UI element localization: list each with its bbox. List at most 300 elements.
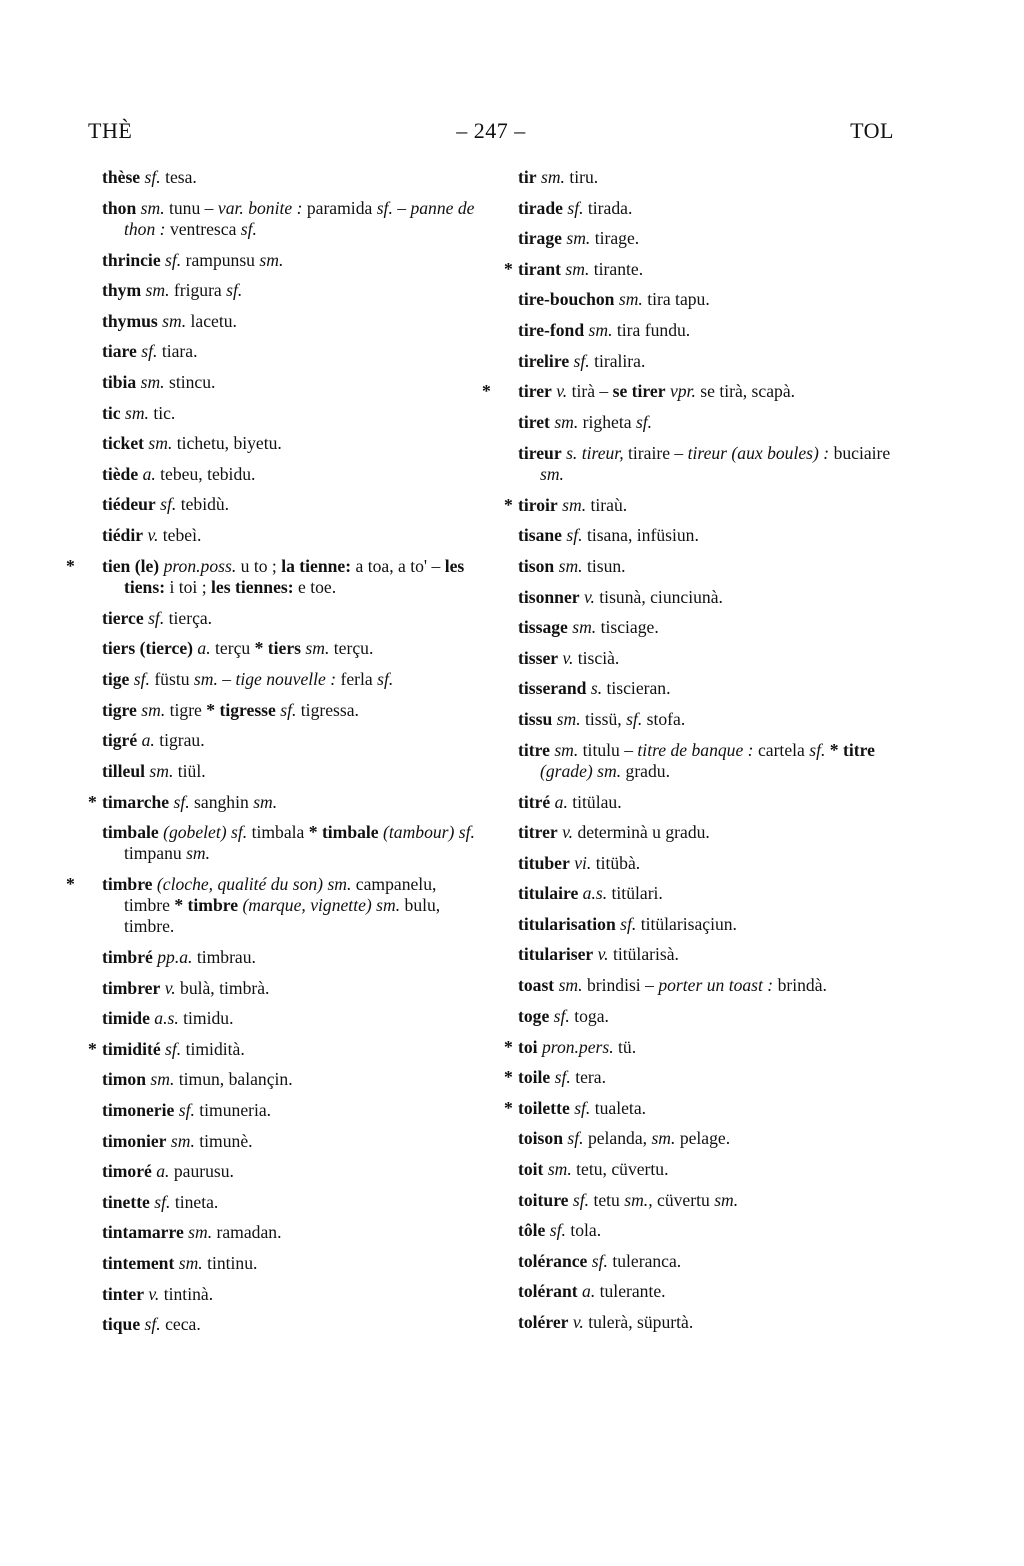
grammar-tag: sf. — [620, 913, 637, 934]
translation: determinà u gradu. — [577, 822, 710, 843]
grammar-tag: a. — [142, 463, 156, 484]
translation: tiscieran. — [606, 678, 671, 699]
asterisk-mark: * — [88, 791, 97, 812]
dictionary-entry — [518, 520, 896, 551]
translation: tiül. — [177, 760, 206, 781]
headword: tic — [102, 402, 121, 423]
grammar-tag: sm. — [566, 228, 591, 249]
headword: tire-bouchon — [518, 289, 615, 310]
translation: tiraire – — [628, 442, 684, 463]
translation: gradu. — [625, 760, 670, 781]
headword: titrer — [518, 822, 558, 843]
headword: ticket — [102, 433, 145, 454]
grammar-tag: sm. — [162, 310, 187, 331]
dictionary-entry — [518, 1246, 896, 1277]
translation: titülau. — [572, 791, 622, 812]
translation: ferla — [340, 668, 373, 689]
grammar-tag: sf. — [377, 668, 394, 689]
translation: tintinu. — [207, 1253, 258, 1274]
grammar-tag: a. — [582, 1281, 596, 1302]
dictionary-entry — [102, 489, 482, 520]
headword: toi — [518, 1036, 538, 1057]
headword: timbale — [102, 822, 159, 843]
dictionary-entry — [102, 162, 482, 193]
translation: tigressa. — [300, 699, 359, 720]
dictionary-entry — [518, 1123, 896, 1154]
headword: tison — [518, 555, 555, 576]
headword: tilleul — [102, 760, 146, 781]
grammar-tag: sm. — [305, 638, 330, 659]
translation: timun, balançin. — [178, 1069, 293, 1090]
grammar-tag: sm. — [178, 1253, 203, 1274]
grammar-tag: a.s. — [154, 1008, 179, 1029]
dictionary-entry — [102, 1217, 482, 1248]
headword: thrincie — [102, 249, 161, 270]
translation: tirante. — [593, 258, 644, 279]
dictionary-entry — [102, 725, 482, 756]
translation: tic. — [153, 402, 176, 423]
translation: tulerà, süpurtà. — [588, 1312, 694, 1332]
headword: tôle — [518, 1220, 546, 1241]
headword: tisser — [518, 647, 559, 668]
dictionary-entry — [102, 275, 482, 306]
grammar-tag: sf. — [226, 280, 243, 301]
translation: titübà. — [595, 852, 641, 873]
translation: tetu — [593, 1189, 620, 1210]
dictionary-entry — [518, 1307, 896, 1338]
grammar-tag: v. — [562, 647, 574, 668]
translation: frigura — [173, 280, 222, 301]
grammar-tag: sm. — [253, 791, 278, 812]
headword: tiret — [518, 412, 550, 433]
grammar-tag: v. — [572, 1312, 584, 1332]
translation: bulà, timbrà. — [180, 977, 270, 998]
dictionary-entry — [102, 603, 482, 634]
dictionary-entry — [102, 1309, 482, 1340]
grammar-tag: sm. — [556, 708, 581, 729]
translation: stofa. — [646, 708, 686, 729]
headword: thym — [102, 280, 142, 301]
grammar-tag: v. — [148, 1283, 160, 1304]
dictionary-entry — [518, 223, 896, 254]
headword: tinette — [102, 1191, 150, 1212]
phrase: (tambour) — [383, 822, 455, 843]
grammar-tag: vpr. — [669, 381, 696, 402]
asterisk-mark: * — [254, 638, 264, 659]
headword: toile — [518, 1067, 551, 1088]
grammar-tag: sf. — [567, 1128, 584, 1149]
dictionary-entry — [88, 1034, 482, 1065]
dictionary-entry — [102, 756, 482, 787]
dictionary-entry — [102, 1126, 482, 1157]
translation: tulerante. — [599, 1281, 666, 1302]
grammar-tag: s. — [566, 442, 578, 463]
grammar-tag: sf. — [809, 739, 826, 760]
translation: tiru. — [569, 167, 599, 187]
dictionary-entry — [518, 878, 896, 909]
phrase: var. bonite : — [217, 197, 303, 218]
grammar-tag: sf. — [148, 607, 165, 628]
phrase: porter un toast : — [658, 975, 774, 996]
dictionary-entry — [102, 664, 482, 695]
translation: tichetu, biyetu. — [176, 433, 282, 454]
headword: tigre — [102, 699, 137, 720]
grammar-tag: sm. — [597, 760, 622, 781]
translation: tiralira. — [594, 350, 646, 371]
translation: paramida — [306, 197, 373, 218]
grammar-tag: v. — [147, 524, 159, 545]
grammar-tag: sm. — [140, 197, 165, 218]
translation: cartela — [757, 739, 805, 760]
dictionary-entry — [102, 817, 482, 869]
dictionary-entry — [518, 939, 896, 970]
dictionary-entry — [518, 817, 896, 848]
grammar-tag: sf. — [144, 1314, 161, 1335]
translation: timpanu — [124, 843, 182, 864]
headword: tolérer — [518, 1312, 569, 1332]
translation: pelage. — [679, 1128, 731, 1149]
translation: tiraù. — [590, 494, 628, 515]
grammar-tag: sm. — [572, 617, 597, 638]
sub-headword: tiers — [267, 638, 302, 659]
translation: rampunsu — [185, 249, 255, 270]
translation: terçu — [215, 638, 251, 659]
translation: tierça. — [168, 607, 213, 628]
dictionary-entry — [102, 1003, 482, 1034]
headword: tige — [102, 668, 130, 689]
dictionary-entry — [102, 1156, 482, 1187]
translation: timbrau. — [196, 947, 256, 968]
dictionary-entry — [102, 633, 482, 664]
sub-headword: timbre — [187, 895, 239, 916]
translation: se tirà, scapà. — [700, 381, 796, 402]
asterisk-mark: * — [504, 1097, 513, 1118]
translation: toga. — [574, 1006, 609, 1027]
grammar-tag: sm. — [376, 895, 401, 916]
grammar-tag: sm. — [186, 843, 211, 864]
grammar-tag: sm. — [547, 1159, 572, 1180]
sub-headword: les tiens: — [124, 555, 465, 597]
asterisk-mark: * — [504, 1036, 513, 1057]
dictionary-entry — [504, 1062, 896, 1093]
translation: tola. — [570, 1220, 602, 1241]
translation: titulu – — [582, 739, 634, 760]
dictionary-entry — [102, 1064, 482, 1095]
dictionary-entry — [518, 735, 896, 787]
grammar-tag: sf. — [173, 791, 190, 812]
translation: pelanda, — [587, 1128, 648, 1149]
grammar-tag: sm. — [540, 167, 565, 187]
translation: e toe. — [298, 576, 337, 597]
headword: tinter — [102, 1283, 145, 1304]
translation: tiara. — [161, 341, 198, 362]
grammar-tag: sm. — [554, 739, 579, 760]
headword: titulariser — [518, 944, 594, 965]
grammar-tag: sf. — [165, 1038, 182, 1059]
headword: timidité — [102, 1038, 161, 1059]
grammar-tag: s. — [590, 678, 603, 699]
headword: tirant — [518, 258, 561, 279]
headword: timarche — [102, 791, 170, 812]
translation: tintinà. — [163, 1283, 214, 1304]
translation: i toi ; — [169, 576, 207, 597]
header-last-word: TOL — [850, 118, 894, 143]
headword: thèse — [102, 167, 141, 187]
grammar-tag: sf. — [280, 699, 297, 720]
sub-headword: la tienne: — [281, 555, 352, 576]
grammar-tag: pron.pers. — [541, 1036, 614, 1057]
page-number: – 247 – — [456, 118, 526, 143]
dictionary-entry — [102, 367, 482, 398]
translation: tisana, infüsiun. — [586, 525, 699, 546]
dictionary-entry — [518, 970, 896, 1001]
phrase: panne de thon : — [124, 197, 475, 239]
grammar-tag: sf. — [635, 412, 653, 433]
headword: titré — [518, 791, 551, 812]
grammar-tag: sm. — [259, 249, 284, 270]
grammar-tag: sm. — [714, 1189, 739, 1210]
dictionary-entry — [102, 695, 482, 726]
phrase: (grade) — [540, 760, 593, 781]
dictionary-entry — [504, 490, 896, 521]
headword: tisane — [518, 525, 562, 546]
dictionary-entry — [102, 336, 482, 367]
headword: tiédeur — [102, 494, 156, 515]
headword: tiédir — [102, 524, 144, 545]
grammar-tag: sm. — [565, 258, 590, 279]
translation: tigre — [169, 699, 202, 720]
translation: timbala — [251, 822, 305, 843]
grammar-tag: sf. — [141, 341, 158, 362]
dictionary-entry — [102, 193, 482, 245]
translation: timidu. — [183, 1008, 234, 1029]
headword: tituber — [518, 852, 570, 873]
headword: tiède — [102, 463, 139, 484]
header-first-word: THÈ — [88, 118, 133, 143]
grammar-tag: sf. — [566, 525, 583, 546]
translation: timunè. — [199, 1130, 253, 1151]
dictionary-entry — [518, 284, 896, 315]
grammar-tag: vi. — [574, 852, 592, 873]
phrase: tireur (aux boules) : — [687, 442, 830, 463]
headword: tirage — [518, 228, 562, 249]
translation: titülarisaçiun. — [640, 913, 737, 934]
asterisk-mark: * — [308, 822, 318, 843]
translation: tesa. — [165, 167, 197, 187]
grammar-tag: pron.poss. — [163, 555, 237, 576]
dictionary-entry: * tien (le) pron.poss. u to ; la tienne: a toa, a to' – les tiens: i toi ; les tiennes: e toe. — [66, 555, 465, 597]
translation: ramadan. — [216, 1222, 282, 1243]
dictionary-entry — [518, 315, 896, 346]
dictionary-entry: * tirer v. tirà – se tirer vpr. se tirà, scapà. — [482, 381, 796, 402]
dictionary-entry — [518, 1276, 896, 1307]
asterisk-mark: * — [206, 699, 216, 720]
grammar-tag: sm. — [140, 371, 165, 392]
headword: tirade — [518, 197, 563, 218]
phrase: tireur, — [581, 442, 624, 463]
grammar-tag: sm. — [188, 1222, 213, 1243]
translation: tebeì. — [162, 524, 202, 545]
headword: tirelire — [518, 350, 570, 371]
dictionary-entry — [102, 1279, 482, 1310]
grammar-tag: pp.a. — [157, 947, 193, 968]
grammar-tag: sm. — [540, 463, 564, 484]
translation: tisciage. — [600, 617, 659, 638]
translation: ceca. — [165, 1314, 201, 1335]
headword: tireur — [518, 442, 562, 463]
dictionary-entry — [102, 942, 482, 973]
headword: tierce — [102, 607, 144, 628]
translation: buciaire — [833, 442, 891, 463]
dictionary-entry — [518, 787, 896, 818]
translation: u to ; — [240, 555, 277, 576]
grammar-tag: v. — [597, 944, 609, 965]
translation: stincu. — [168, 371, 216, 392]
headword: tir — [518, 167, 537, 187]
headword: timonerie — [102, 1100, 175, 1121]
headword: tibia — [102, 371, 137, 392]
grammar-tag: sf. — [154, 1191, 171, 1212]
dictionary-entry — [102, 1187, 482, 1218]
asterisk-mark: * — [174, 895, 184, 916]
dictionary-entry: * timbre (cloche, qualité du son) sm. campanelu, timbre * timbre (marque, vignette) sm. bulu, timbre. — [66, 874, 441, 937]
translation: tuleranca. — [612, 1250, 682, 1271]
dictionary-entry — [518, 438, 896, 490]
headword: tissage — [518, 617, 568, 638]
translation: timuneria. — [199, 1100, 272, 1121]
dictionary-entry — [102, 398, 482, 429]
right-column — [482, 162, 896, 1338]
headword: toit — [518, 1159, 544, 1180]
translation: lacetu. — [190, 310, 237, 331]
headword: tissu — [518, 708, 553, 729]
grammar-tag: sm. — [651, 1128, 676, 1149]
asterisk-mark: * — [504, 494, 513, 515]
translation: a toa, a to' – — [355, 555, 441, 576]
translation: tiscià. — [577, 647, 620, 668]
grammar-tag: a. — [141, 730, 155, 751]
grammar-tag: sm. — [558, 975, 583, 996]
headword: tintamarre — [102, 1222, 184, 1243]
grammar-tag: v. — [556, 381, 568, 402]
grammar-tag: sf. — [160, 494, 177, 515]
dictionary-entry — [518, 1154, 896, 1185]
headword: thon — [102, 197, 137, 218]
translation: timidità. — [185, 1038, 245, 1059]
asterisk-mark: * — [504, 1067, 513, 1088]
grammar-tag: sm. — [562, 494, 587, 515]
headword: tien (le) — [102, 555, 160, 576]
grammar-tag: sm. — [150, 1069, 175, 1090]
grammar-tag: sf. — [567, 197, 584, 218]
headword: tisonner — [518, 586, 580, 607]
translation: ventresca — [169, 218, 237, 239]
grammar-tag: sf. — [572, 1189, 590, 1210]
headword: tirer — [518, 381, 552, 402]
grammar-tag: sf. — [549, 1220, 566, 1241]
dictionary-entry — [102, 973, 482, 1004]
grammar-tag: sm. — [558, 555, 583, 576]
dictionary-entry — [518, 162, 896, 193]
phrase: (cloche, qualité du son) — [156, 874, 324, 895]
dictionary-entry — [518, 909, 896, 940]
grammar-tag: sm. — [145, 280, 170, 301]
translation: titülarisà. — [612, 944, 679, 965]
headword: thymus — [102, 310, 158, 331]
grammar-tag: sm. – — [193, 668, 232, 689]
grammar-tag: sm. — [170, 1130, 195, 1151]
grammar-tag: v. — [164, 977, 176, 998]
grammar-tag: sm. — [124, 402, 149, 423]
grammar-tag: sf. — [178, 1100, 195, 1121]
grammar-tag: v. — [583, 586, 595, 607]
grammar-tag: sm. — [149, 760, 174, 781]
headword: timbre — [102, 874, 153, 895]
grammar-tag: a. — [554, 791, 568, 812]
translation: terçu. — [333, 638, 374, 659]
translation: füstu — [154, 668, 190, 689]
phrase: (marque, vignette) — [242, 895, 372, 916]
headword: tire-fond — [518, 319, 585, 340]
headword: toilette — [518, 1097, 570, 1118]
headword: toast — [518, 975, 555, 996]
sub-headword: timbale — [321, 822, 379, 843]
dictionary-entry — [518, 848, 896, 879]
dictionary-entry — [88, 787, 482, 818]
phrase: tige nouvelle : — [235, 668, 337, 689]
grammar-tag: sf. — [626, 708, 643, 729]
grammar-tag: v. — [562, 822, 574, 843]
grammar-tag: sf. — [165, 249, 182, 270]
dictionary-entry — [518, 1001, 896, 1032]
sub-headword: les tiennes: — [211, 576, 294, 597]
grammar-tag: sm. — [141, 699, 166, 720]
grammar-tag: sf. – — [376, 197, 407, 218]
grammar-tag: a. — [156, 1161, 170, 1182]
headword: titularisation — [518, 913, 616, 934]
sub-headword: se tirer — [612, 381, 666, 402]
headword: tique — [102, 1314, 141, 1335]
sub-headword: tigresse — [219, 699, 276, 720]
headword: timon — [102, 1069, 146, 1090]
translation: brindà. — [777, 975, 827, 996]
left-column — [66, 162, 482, 1340]
translation: tisun. — [586, 555, 626, 576]
headword: tintement — [102, 1253, 175, 1274]
asterisk-mark: * — [829, 739, 839, 760]
dictionary-entry — [518, 346, 896, 377]
translation: tü. — [618, 1036, 637, 1057]
dictionary-entry — [518, 582, 896, 613]
dictionary-entry — [518, 1185, 896, 1216]
sub-headword: titre — [842, 739, 875, 760]
dictionary-entry — [504, 1032, 896, 1063]
translation: tisunà, ciunciunà. — [599, 586, 723, 607]
grammar-tag: a.s. — [582, 883, 608, 904]
grammar-tag: a. — [197, 638, 211, 659]
asterisk-mark: * — [504, 258, 513, 279]
headword: tisserand — [518, 678, 587, 699]
grammar-tag: sm., — [624, 1189, 653, 1210]
translation: tirada. — [587, 197, 633, 218]
translation: bulu, timbre. — [124, 895, 441, 937]
headword: tiroir — [518, 494, 558, 515]
headword: tolérant — [518, 1281, 578, 1302]
grammar-tag: sf. — [240, 218, 257, 239]
grammar-tag: sm. — [618, 289, 643, 310]
translation: campanelu, timbre — [124, 874, 437, 916]
headword: timide — [102, 1008, 150, 1029]
